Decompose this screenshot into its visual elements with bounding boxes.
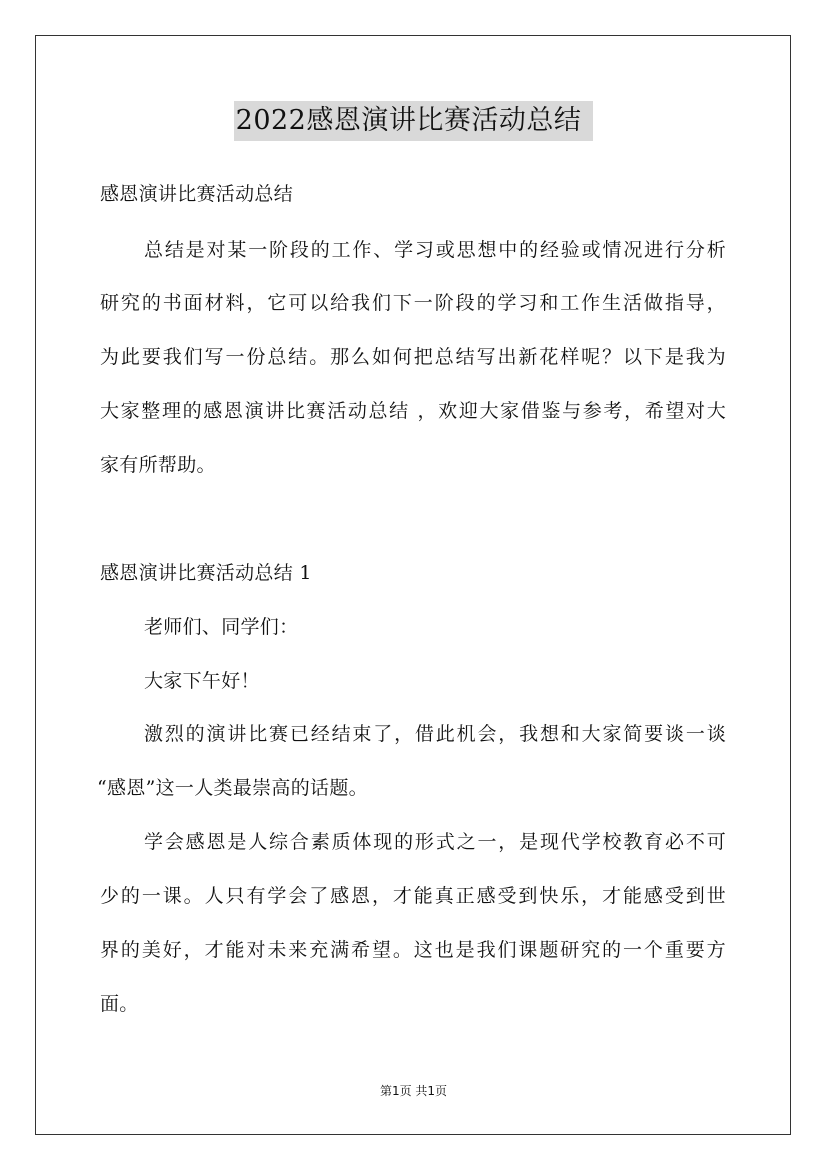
document-subtitle: 感恩演讲比赛活动总结 <box>100 183 294 205</box>
paragraph-line: 激烈的演讲比赛已经结束了，借此机会，我想和大家简要谈一谈 <box>144 723 726 745</box>
paragraph-line: 学会感恩是人综合素质体现的形式之一，是现代学校教育必不可 <box>144 831 726 853</box>
paragraph-line: “感恩”这一人类最崇高的话题。 <box>97 777 368 799</box>
intro-line: 为此要我们写一份总结。那么如何把总结写出新花样呢？以下是我为 <box>100 346 726 368</box>
title-container <box>0 101 827 141</box>
section-heading: 感恩演讲比赛活动总结 1 <box>100 562 312 584</box>
paragraph-line: 少的一课。人只有学会了感恩，才能真正感受到快乐，才能感受到世 <box>100 885 726 907</box>
paragraph-line: 界的美好，才能对未来充满希望。这也是我们课题研究的一个重要方 <box>100 939 726 961</box>
document-title: 2022感恩演讲比赛活动总结 <box>234 101 594 141</box>
intro-line: 研究的书面材料，它可以给我们下一阶段的学习和工作生活做指导， <box>100 292 726 314</box>
intro-line: 总结是对某一阶段的工作、学习或思想中的经验或情况进行分析 <box>144 239 726 261</box>
intro-line: 家有所帮助。 <box>100 454 216 476</box>
page-footer: 第1页 共1页 <box>379 1084 448 1098</box>
intro-line: 大家整理的感恩演讲比赛活动总结 ，欢迎大家借鉴与参考，希望对大 <box>100 400 726 422</box>
salutation: 大家下午好！ <box>144 670 260 692</box>
greeting: 老师们、同学们： <box>144 616 299 638</box>
paragraph-line: 面。 <box>100 993 139 1015</box>
